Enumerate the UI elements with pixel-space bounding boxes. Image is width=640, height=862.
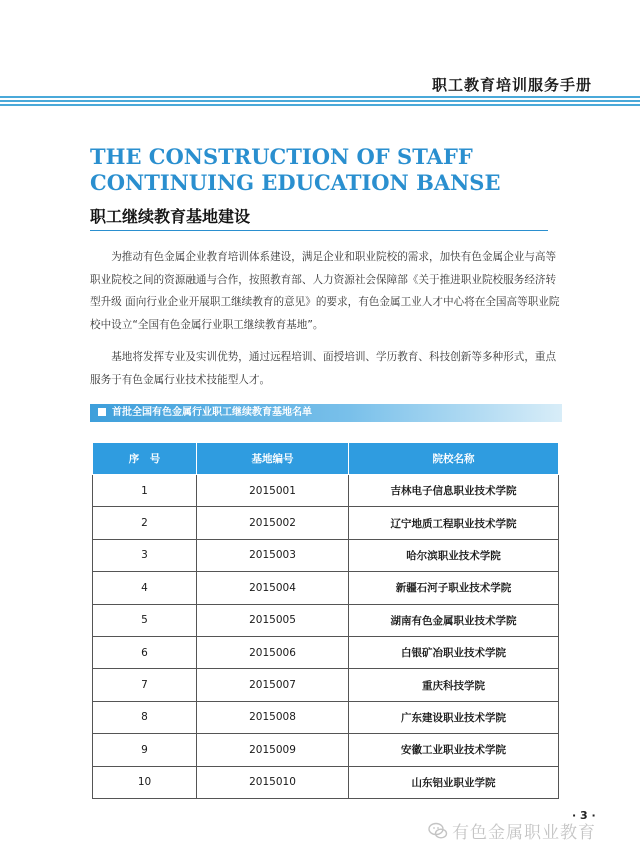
cell-serial: 6	[93, 636, 197, 668]
cell-base-code: 2015005	[197, 604, 349, 636]
english-title-line-1: THE CONSTRUCTION OF STAFF	[90, 144, 473, 169]
table-row	[93, 636, 559, 668]
cell-base-code: 2015001	[197, 475, 349, 507]
cell-base-code: 2015002	[197, 507, 349, 539]
cell-school-name: 安徽工业职业技术学院	[349, 734, 559, 766]
table-row	[93, 669, 559, 701]
title-divider	[90, 230, 548, 231]
english-title-line-2: CONTINUING EDUCATION BANSE	[90, 170, 501, 195]
section-heading-text: 首批全国有色金属行业职工继续教育基地名单	[112, 407, 312, 418]
table-row	[93, 734, 559, 766]
section-heading-bar	[90, 404, 562, 422]
cell-serial: 5	[93, 604, 197, 636]
table-row	[93, 475, 559, 507]
cell-school-name: 湖南有色金属职业技术学院	[349, 604, 559, 636]
cell-base-code: 2015009	[197, 734, 349, 766]
watermark-text: 有色金属职业教育	[452, 823, 596, 843]
cell-serial: 1	[93, 475, 197, 507]
table-row	[93, 766, 559, 798]
cell-school-name: 哈尔滨职业技术学院	[349, 539, 559, 571]
header-school-name: 院校名称	[349, 443, 559, 475]
chinese-title: 职工继续教育基地建设	[90, 207, 251, 226]
cell-school-name: 新疆石河子职业技术学院	[349, 572, 559, 604]
page-number: · 3 ·	[572, 809, 596, 822]
table-row	[93, 507, 559, 539]
cell-base-code: 2015004	[197, 572, 349, 604]
cell-school-name: 吉林电子信息职业技术学院	[349, 475, 559, 507]
intro-paragraph: 为推动有色金属企业教育培训体系建设，满足企业和职业院校的需求，加快有色金属企业与高等职业院校之间的资源融通与合作，按照教育部、人力资源社会保障部《关于推进职业院校服务经济转型升级 面向行业企业开展职工继续教育的意见》的要求，有色金属工业人才中心将在全国高等职业院校中设立“全国有色金属行业职工继续教育基地”。	[90, 251, 560, 331]
square-bullet-icon	[98, 408, 106, 416]
header-title: 职工教育培训服务手册	[431, 76, 592, 94]
cell-base-code: 2015007	[197, 669, 349, 701]
cell-serial: 4	[93, 572, 197, 604]
cell-base-code: 2015010	[197, 766, 349, 798]
cell-school-name: 山东铝业职业学院	[349, 766, 559, 798]
wechat-icon	[428, 821, 448, 841]
service-paragraph: 基地将发挥专业及实训优势，通过远程培训、面授培训、学历教育、科技创新等多种形式，重点服务于有色金属行业技术技能型人才。	[90, 351, 557, 386]
base-list-table	[92, 442, 559, 799]
cell-school-name: 白银矿冶职业技术学院	[349, 636, 559, 668]
cell-base-code: 2015008	[197, 701, 349, 733]
cell-serial: 3	[93, 539, 197, 571]
cell-school-name: 辽宁地质工程职业技术学院	[349, 507, 559, 539]
cell-serial: 7	[93, 669, 197, 701]
cell-serial: 2	[93, 507, 197, 539]
cell-serial: 10	[93, 766, 197, 798]
table-row	[93, 604, 559, 636]
cell-serial: 8	[93, 701, 197, 733]
header-serial: 序 号	[93, 443, 197, 475]
cell-school-name: 重庆科技学院	[349, 669, 559, 701]
header-stripe-bar	[0, 96, 640, 106]
table-row	[93, 701, 559, 733]
watermark	[428, 818, 596, 843]
cell-base-code: 2015003	[197, 539, 349, 571]
table-row	[93, 572, 559, 604]
cell-serial: 9	[93, 734, 197, 766]
cell-base-code: 2015006	[197, 636, 349, 668]
english-title	[90, 144, 500, 196]
table-row	[93, 539, 559, 571]
cell-school-name: 广东建设职业技术学院	[349, 701, 559, 733]
header-base-code: 基地编号	[197, 443, 349, 475]
table-header-row	[93, 443, 559, 475]
